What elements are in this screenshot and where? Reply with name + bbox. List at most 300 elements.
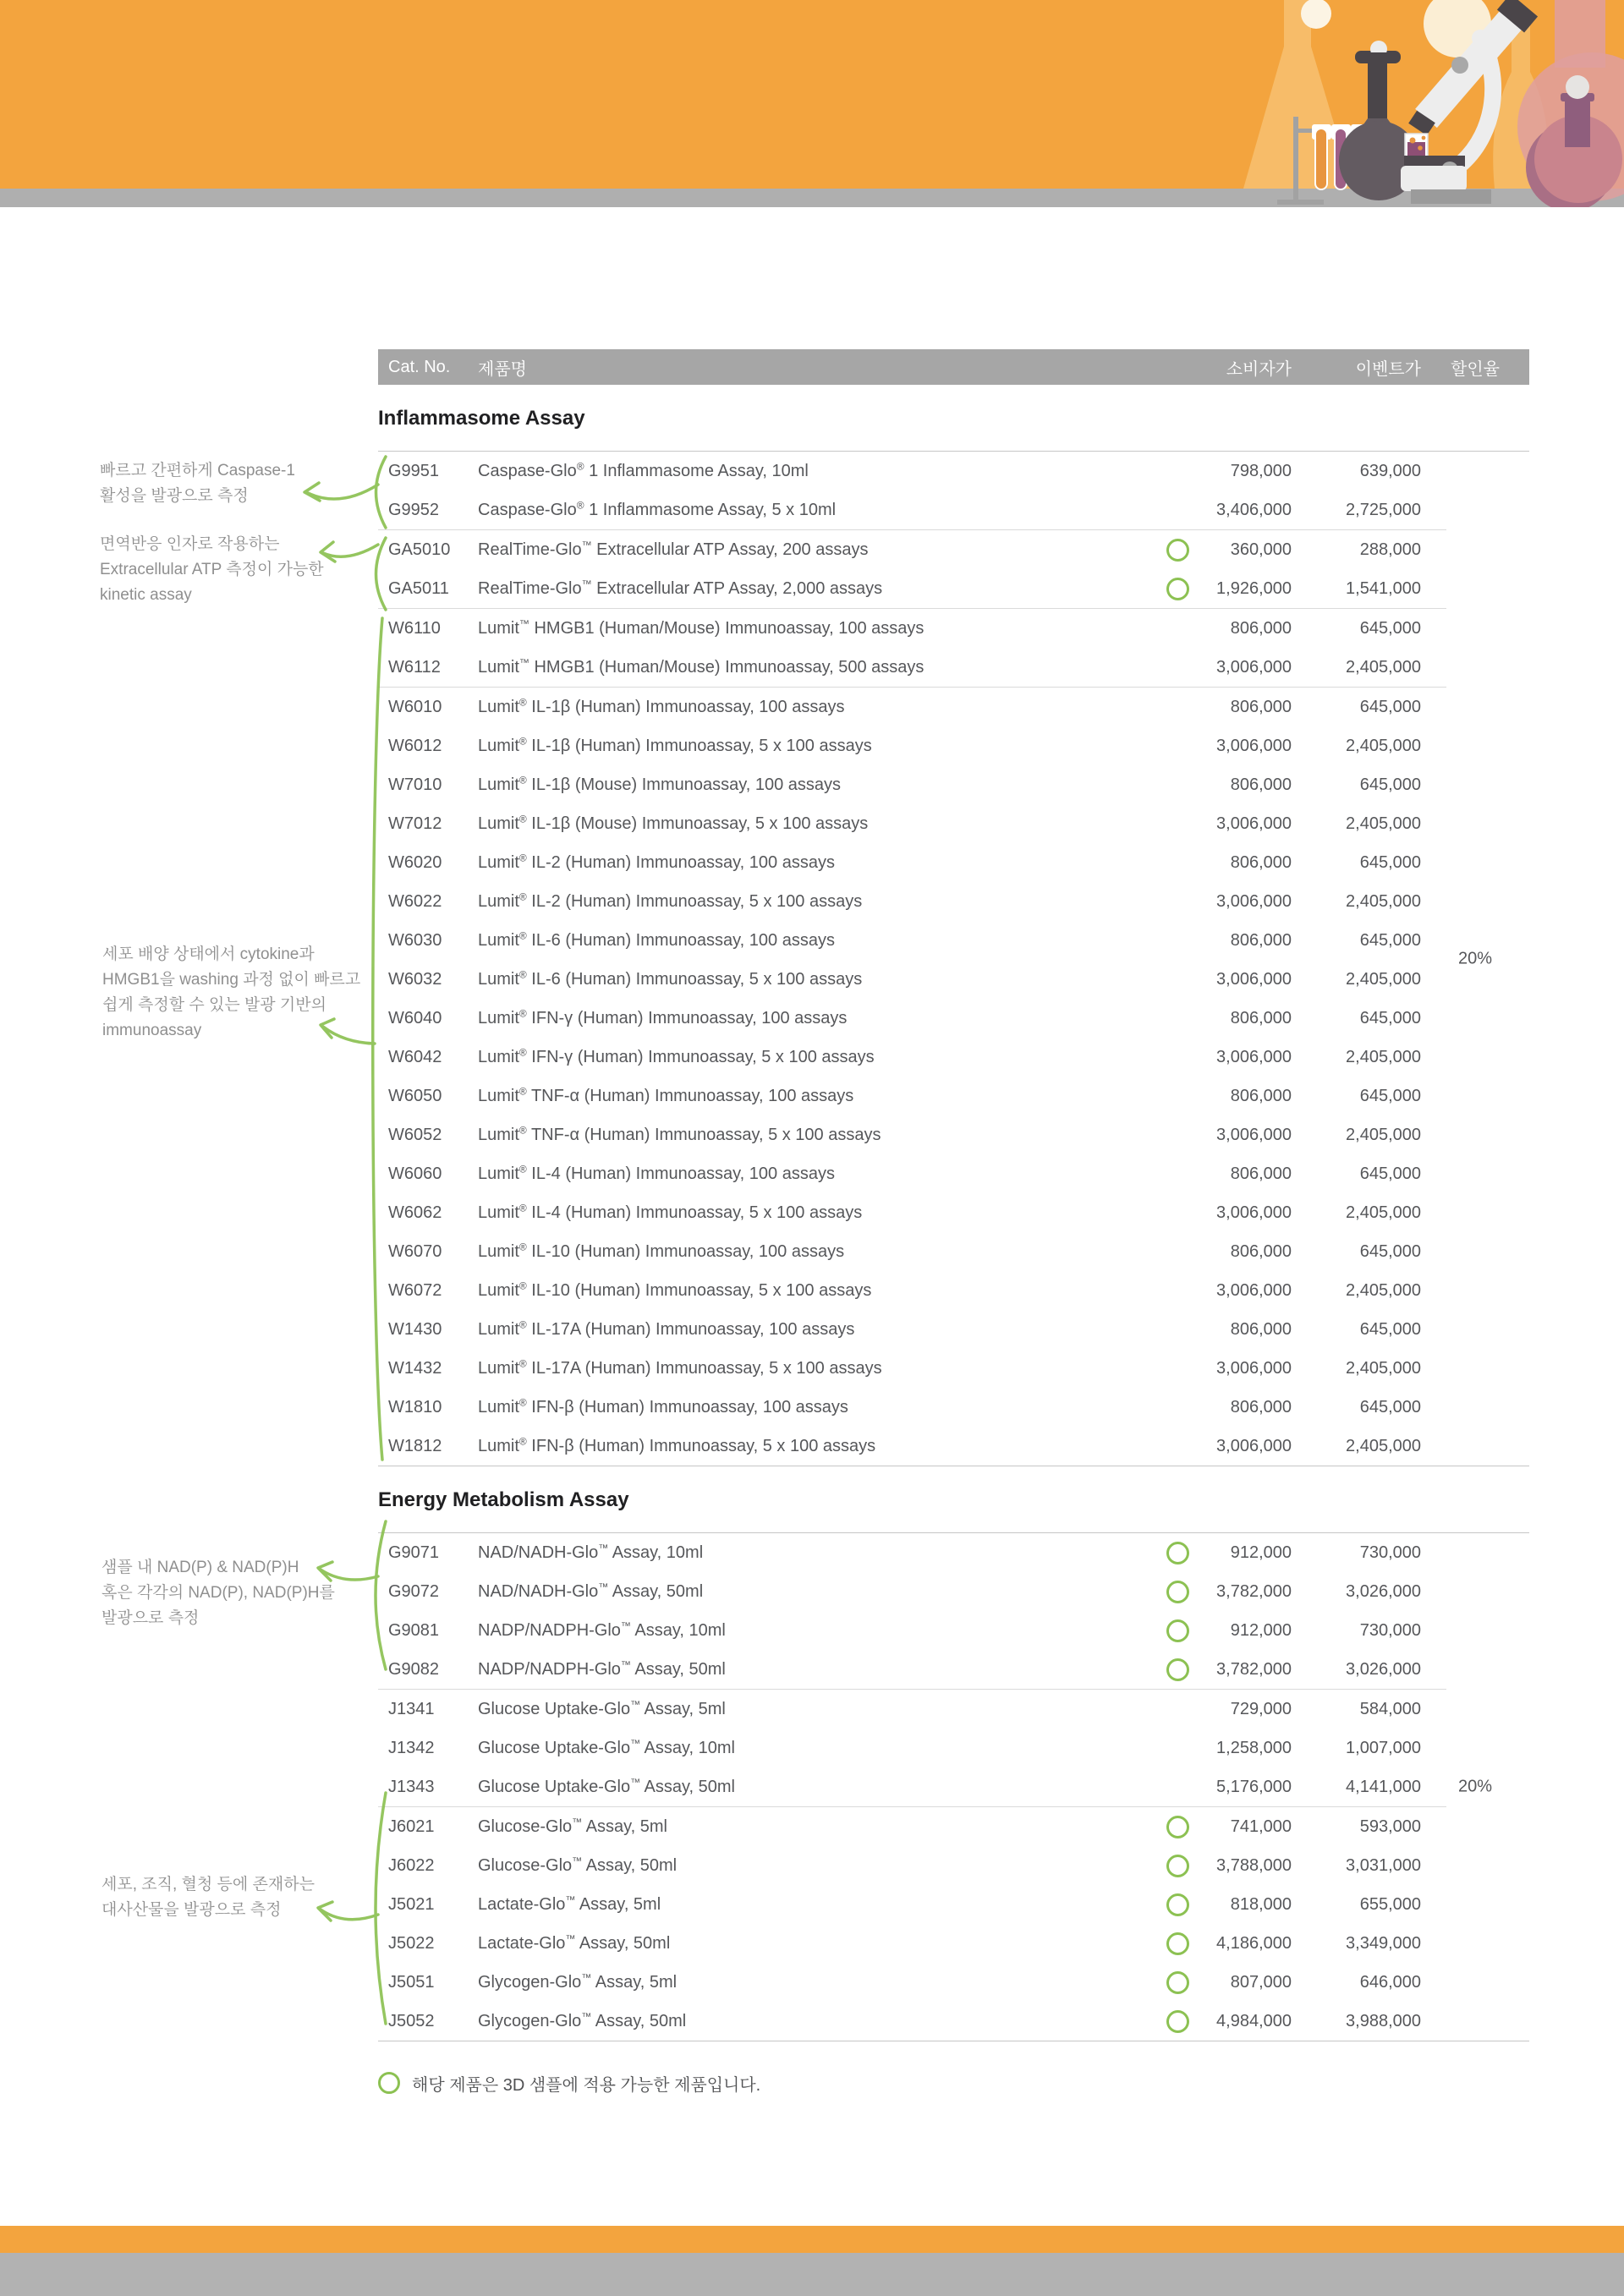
event-price: 645,000 bbox=[1359, 775, 1421, 794]
consumer-price: 1,258,000 bbox=[1216, 1738, 1292, 1757]
consumer-price-cell bbox=[1158, 1007, 1292, 1030]
product-cat-no: W1430 bbox=[388, 1319, 442, 1339]
product-cat-no: W7012 bbox=[388, 814, 442, 833]
consumer-price-cell bbox=[1158, 1932, 1292, 1955]
bottom-orange-bar bbox=[0, 2226, 1624, 2253]
product-cat-no: W6030 bbox=[388, 930, 442, 950]
consumer-price-cell bbox=[1158, 499, 1292, 522]
annotation-line: 발광으로 측정 bbox=[102, 1609, 200, 1627]
consumer-price-cell bbox=[1158, 1396, 1292, 1419]
annotation-line: 샘플 내 NAD(P) & NAD(P)H bbox=[102, 1559, 299, 1576]
consumer-price-cell bbox=[1158, 460, 1292, 483]
product-cat-no: J6021 bbox=[388, 1817, 435, 1836]
annotation-line: 활성을 발광으로 측정 bbox=[100, 487, 249, 505]
event-price: 593,000 bbox=[1359, 1817, 1421, 1836]
consumer-price-cell bbox=[1158, 1776, 1292, 1799]
consumer-price-cell bbox=[1158, 1737, 1292, 1760]
table-row bbox=[378, 1038, 1529, 1077]
product-name: Caspase-Glo® 1 Inflammasome Assay, 5 x 10ml bbox=[478, 498, 837, 519]
consumer-price: 818,000 bbox=[1230, 1894, 1292, 1914]
event-price: 645,000 bbox=[1359, 1164, 1421, 1183]
annotation-line: immunoassay bbox=[102, 1022, 202, 1039]
product-cat-no: W6070 bbox=[388, 1241, 442, 1261]
arrow-metabolite bbox=[321, 1910, 378, 1920]
product-cat-no: W1812 bbox=[388, 1436, 442, 1455]
table-row bbox=[378, 1154, 1529, 1193]
consumer-price: 729,000 bbox=[1230, 1699, 1292, 1718]
consumer-price: 806,000 bbox=[1230, 930, 1292, 950]
product-cat-no: W7010 bbox=[388, 775, 442, 794]
discount-badge: 20% bbox=[1457, 1777, 1493, 1796]
table-row bbox=[378, 1924, 1529, 1963]
3d-sample-circle-icon bbox=[1166, 1581, 1189, 1603]
arrowhead-metabolite bbox=[318, 1902, 332, 1921]
product-cat-no: W6062 bbox=[388, 1203, 442, 1222]
consumer-price: 3,006,000 bbox=[1216, 814, 1292, 833]
consumer-price-cell bbox=[1158, 1619, 1292, 1642]
footnote bbox=[378, 2063, 1529, 2102]
product-cat-no: J5022 bbox=[388, 1933, 435, 1953]
event-price: 3,349,000 bbox=[1346, 1933, 1421, 1953]
consumer-price: 798,000 bbox=[1230, 461, 1292, 480]
product-cat-no: W6112 bbox=[388, 657, 441, 677]
consumer-price: 3,006,000 bbox=[1216, 657, 1292, 677]
event-price: 2,405,000 bbox=[1346, 1436, 1421, 1455]
event-price: 645,000 bbox=[1359, 852, 1421, 872]
table-row bbox=[378, 569, 1529, 608]
consumer-price: 3,006,000 bbox=[1216, 1280, 1292, 1300]
product-name: Lumit® IL-1β (Human) Immunoassay, 5 x 100 assays bbox=[478, 734, 872, 755]
annotation-line: 쉽게 측정할 수 있는 발광 기반의 bbox=[102, 996, 326, 1014]
product-cat-no: W1810 bbox=[388, 1397, 442, 1417]
table-row bbox=[378, 1349, 1529, 1388]
product-cat-no: W6072 bbox=[388, 1280, 442, 1300]
product-name: RealTime-Glo™ Extracellular ATP Assay, 200 assays bbox=[478, 538, 869, 559]
table-header bbox=[378, 349, 1529, 385]
consumer-price: 3,006,000 bbox=[1216, 1203, 1292, 1222]
consumer-price: 3,006,000 bbox=[1216, 891, 1292, 911]
consumer-price: 4,186,000 bbox=[1216, 1933, 1292, 1953]
table-row bbox=[378, 609, 1529, 648]
product-name: Lumit® TNF-α (Human) Immunoassay, 5 x 100 assays bbox=[478, 1123, 881, 1144]
consumer-price-cell bbox=[1158, 1816, 1292, 1838]
annotation-line: 면역반응 인자로 작용하는 bbox=[100, 535, 280, 553]
discount-badge: 20% bbox=[1457, 949, 1493, 967]
table-row bbox=[378, 1427, 1529, 1466]
annotation-extracellular-atp bbox=[100, 532, 324, 608]
event-price: 584,000 bbox=[1359, 1699, 1421, 1718]
header-event-price: 이벤트가 bbox=[1355, 359, 1421, 379]
product-cat-no: J6022 bbox=[388, 1855, 435, 1875]
annotation-lumit-immunoassay bbox=[102, 942, 360, 1044]
3d-sample-circle-icon bbox=[1166, 1816, 1189, 1838]
consumer-price-cell bbox=[1158, 1893, 1292, 1916]
event-price: 645,000 bbox=[1359, 1241, 1421, 1261]
annotation-line: 세포 배양 상태에서 cytokine과 bbox=[102, 945, 315, 963]
consumer-price-cell bbox=[1158, 1542, 1292, 1564]
header-discount: 할인율 bbox=[1451, 359, 1500, 379]
consumer-price-cell bbox=[1158, 1163, 1292, 1186]
product-name: Glucose Uptake-Glo™ Assay, 5ml bbox=[478, 1697, 726, 1718]
product-cat-no: J1343 bbox=[388, 1777, 435, 1796]
consumer-price: 4,984,000 bbox=[1216, 2011, 1292, 2030]
event-price: 645,000 bbox=[1359, 1008, 1421, 1027]
product-name: NAD/NADH-Glo™ Assay, 10ml bbox=[478, 1541, 704, 1562]
table-row bbox=[378, 1767, 1529, 1806]
price-table bbox=[378, 349, 1529, 2102]
consumer-price-cell bbox=[1158, 617, 1292, 640]
table-row bbox=[378, 1963, 1529, 2002]
product-cat-no: W6042 bbox=[388, 1047, 442, 1066]
consumer-price: 1,926,000 bbox=[1216, 578, 1292, 598]
product-name: Lumit® IFN-β (Human) Immunoassay, 5 x 100 assays bbox=[478, 1434, 876, 1455]
event-price: 2,405,000 bbox=[1346, 814, 1421, 833]
product-cat-no: G9952 bbox=[388, 500, 440, 519]
section-rows bbox=[378, 1532, 1529, 2041]
3d-sample-circle-icon bbox=[1166, 1855, 1189, 1877]
bottom-gray-bar bbox=[0, 2253, 1624, 2296]
product-cat-no: GA5010 bbox=[388, 540, 451, 559]
table-row bbox=[378, 1310, 1529, 1349]
event-price: 2,405,000 bbox=[1346, 1358, 1421, 1378]
header-product-name: 제품명 bbox=[478, 359, 527, 379]
annotation-line: 대사산물을 발광으로 측정 bbox=[102, 1901, 282, 1919]
event-price: 2,405,000 bbox=[1346, 1125, 1421, 1144]
product-name: Glucose-Glo™ Assay, 5ml bbox=[478, 1815, 667, 1836]
product-name: Lumit® IL-6 (Human) Immunoassay, 100 assays bbox=[478, 929, 835, 950]
table-row bbox=[378, 1115, 1529, 1154]
consumer-price: 912,000 bbox=[1230, 1543, 1292, 1562]
table-row bbox=[378, 882, 1529, 921]
section-rows bbox=[378, 451, 1529, 1466]
product-name: Lumit™ HMGB1 (Human/Mouse) Immunoassay, 500 assays bbox=[478, 655, 924, 677]
consumer-price-cell bbox=[1158, 1085, 1292, 1108]
table-row bbox=[378, 765, 1529, 804]
consumer-price: 3,006,000 bbox=[1216, 969, 1292, 989]
3d-sample-circle-icon bbox=[1166, 1893, 1189, 1916]
microscope-joint-icon bbox=[1451, 57, 1468, 74]
event-price: 3,026,000 bbox=[1346, 1659, 1421, 1679]
table-row bbox=[378, 1729, 1529, 1767]
annotation-line: 혹은 각각의 NAD(P), NAD(P)H를 bbox=[102, 1584, 335, 1602]
event-price: 4,141,000 bbox=[1346, 1777, 1421, 1796]
table-row bbox=[378, 1650, 1529, 1689]
table-row bbox=[378, 843, 1529, 882]
test-tube-orange-icon bbox=[1315, 129, 1327, 189]
product-name: Glucose Uptake-Glo™ Assay, 10ml bbox=[478, 1736, 735, 1757]
arrowhead-caspase bbox=[304, 483, 320, 501]
consumer-price: 3,006,000 bbox=[1216, 1358, 1292, 1378]
product-cat-no: G9072 bbox=[388, 1581, 440, 1601]
section-title: Inflammasome Assay bbox=[378, 407, 585, 430]
product-cat-no: W6060 bbox=[388, 1164, 442, 1183]
product-name: Lumit® IL-17A (Human) Immunoassay, 5 x 100 assays bbox=[478, 1356, 882, 1378]
3d-sample-circle-icon bbox=[1166, 578, 1189, 600]
product-cat-no: W6040 bbox=[388, 1008, 442, 1027]
consumer-price-cell bbox=[1158, 929, 1292, 952]
consumer-price-cell bbox=[1158, 1581, 1292, 1603]
3d-sample-circle-icon bbox=[1166, 1971, 1189, 1994]
annotation-line: kinetic assay bbox=[100, 586, 192, 604]
product-cat-no: G9082 bbox=[388, 1659, 440, 1679]
product-name: Lumit® IL-2 (Human) Immunoassay, 5 x 100 assays bbox=[478, 890, 863, 911]
table-row bbox=[378, 1611, 1529, 1650]
product-group bbox=[378, 529, 1529, 608]
consumer-price: 806,000 bbox=[1230, 1397, 1292, 1417]
annotation-line: 세포, 조직, 혈청 등에 존재하는 bbox=[102, 1876, 315, 1893]
lab-illustration bbox=[1142, 0, 1624, 207]
consumer-price-cell bbox=[1158, 1318, 1292, 1341]
product-cat-no: J1342 bbox=[388, 1738, 435, 1757]
annotation-nad-nadh bbox=[102, 1555, 335, 1631]
product-name: Lumit® IL-1β (Mouse) Immunoassay, 5 x 100 assays bbox=[478, 812, 869, 833]
3d-sample-circle-icon bbox=[378, 2072, 400, 2094]
arrow-atp bbox=[323, 545, 378, 556]
product-name: Lactate-Glo™ Assay, 50ml bbox=[478, 1932, 671, 1953]
table-section bbox=[378, 1488, 1529, 2041]
consumer-price: 806,000 bbox=[1230, 852, 1292, 872]
consumer-price-cell bbox=[1158, 735, 1292, 758]
consumer-price: 806,000 bbox=[1230, 1319, 1292, 1339]
product-group bbox=[378, 1806, 1529, 2041]
consumer-price-cell bbox=[1158, 696, 1292, 719]
product-cat-no: W6052 bbox=[388, 1125, 442, 1144]
event-price: 3,988,000 bbox=[1346, 2011, 1421, 2030]
consumer-price: 806,000 bbox=[1230, 1241, 1292, 1261]
product-cat-no: W6032 bbox=[388, 969, 442, 989]
consumer-price-cell bbox=[1158, 1046, 1292, 1069]
consumer-price-cell bbox=[1158, 2010, 1292, 2033]
consumer-price: 3,782,000 bbox=[1216, 1581, 1292, 1601]
table-row bbox=[378, 1885, 1529, 1924]
consumer-price: 3,782,000 bbox=[1216, 1659, 1292, 1679]
event-price: 3,031,000 bbox=[1346, 1855, 1421, 1875]
consumer-price: 3,006,000 bbox=[1216, 1047, 1292, 1066]
table-row bbox=[378, 1533, 1529, 1572]
consumer-price-cell bbox=[1158, 813, 1292, 836]
product-name: Lumit® IFN-γ (Human) Immunoassay, 5 x 100 assays bbox=[478, 1045, 875, 1066]
event-price: 2,725,000 bbox=[1346, 500, 1421, 519]
product-name: Glycogen-Glo™ Assay, 50ml bbox=[478, 2009, 687, 2030]
table-row bbox=[378, 2002, 1529, 2041]
annotation-line: HMGB1을 washing 과정 없이 빠르고 bbox=[102, 971, 361, 989]
table-row bbox=[378, 999, 1529, 1038]
arrow-caspase bbox=[308, 485, 378, 499]
event-price: 645,000 bbox=[1359, 1086, 1421, 1105]
event-price: 2,405,000 bbox=[1346, 969, 1421, 989]
table-row bbox=[378, 490, 1529, 529]
consumer-price: 3,788,000 bbox=[1216, 1855, 1292, 1875]
3d-sample-circle-icon bbox=[1166, 1932, 1189, 1955]
3d-sample-circle-icon bbox=[1166, 2010, 1189, 2033]
consumer-price: 806,000 bbox=[1230, 1164, 1292, 1183]
product-name: Glycogen-Glo™ Assay, 5ml bbox=[478, 1970, 678, 1992]
annotation-line: Extracellular ATP 측정이 가능한 bbox=[100, 561, 324, 578]
product-cat-no: W1432 bbox=[388, 1358, 442, 1378]
product-name: Lumit® IL-4 (Human) Immunoassay, 100 assays bbox=[478, 1162, 835, 1183]
product-cat-no: G9071 bbox=[388, 1543, 440, 1562]
consumer-price-cell bbox=[1158, 1241, 1292, 1263]
table-row bbox=[378, 648, 1529, 687]
3d-sample-circle-icon bbox=[1166, 1619, 1189, 1642]
product-cat-no: G9081 bbox=[388, 1620, 440, 1640]
annotation-caspase bbox=[100, 458, 295, 509]
consumer-price: 3,406,000 bbox=[1216, 500, 1292, 519]
consumer-price-cell bbox=[1158, 539, 1292, 562]
3d-sample-circle-icon bbox=[1166, 539, 1189, 562]
event-price: 2,405,000 bbox=[1346, 1203, 1421, 1222]
table-row bbox=[378, 804, 1529, 843]
event-price: 645,000 bbox=[1359, 1319, 1421, 1339]
table-row bbox=[378, 1846, 1529, 1885]
event-price: 1,007,000 bbox=[1346, 1738, 1421, 1757]
table-row bbox=[378, 688, 1529, 726]
table-row bbox=[378, 1572, 1529, 1611]
product-cat-no: W6012 bbox=[388, 736, 442, 755]
table-row bbox=[378, 960, 1529, 999]
product-name: Lumit® IL-17A (Human) Immunoassay, 100 assays bbox=[478, 1318, 855, 1339]
consumer-price-cell bbox=[1158, 1124, 1292, 1147]
product-name: Lumit® IL-10 (Human) Immunoassay, 100 assays bbox=[478, 1240, 845, 1261]
header-consumer-price: 소비자가 bbox=[1226, 359, 1292, 379]
consumer-price-cell bbox=[1158, 1357, 1292, 1380]
consumer-price-cell bbox=[1158, 1202, 1292, 1225]
consumer-price-cell bbox=[1158, 578, 1292, 600]
product-name: Lumit® IL-2 (Human) Immunoassay, 100 assays bbox=[478, 851, 835, 872]
consumer-price: 360,000 bbox=[1230, 540, 1292, 559]
3d-sample-circle-icon bbox=[1166, 1658, 1189, 1681]
annotation-metabolites bbox=[102, 1872, 315, 1923]
consumer-price-cell bbox=[1158, 968, 1292, 991]
product-group bbox=[378, 608, 1529, 687]
product-group bbox=[378, 1689, 1529, 1806]
table-row bbox=[378, 1271, 1529, 1310]
product-cat-no: J5021 bbox=[388, 1894, 435, 1914]
consumer-price-cell bbox=[1158, 890, 1292, 913]
event-price: 3,026,000 bbox=[1346, 1581, 1421, 1601]
table-row bbox=[378, 1193, 1529, 1232]
product-cat-no: J5051 bbox=[388, 1972, 435, 1992]
product-name: Lactate-Glo™ Assay, 5ml bbox=[478, 1893, 661, 1914]
consumer-price-cell bbox=[1158, 1971, 1292, 1994]
product-name: NADP/NADPH-Glo™ Assay, 10ml bbox=[478, 1619, 726, 1640]
product-cat-no: W6020 bbox=[388, 852, 442, 872]
consumer-price: 3,006,000 bbox=[1216, 1436, 1292, 1455]
table-row bbox=[378, 1232, 1529, 1271]
consumer-price: 806,000 bbox=[1230, 697, 1292, 716]
product-name: Lumit® IL-1β (Mouse) Immunoassay, 100 assays bbox=[478, 773, 842, 794]
product-name: Lumit® IL-4 (Human) Immunoassay, 5 x 100 assays bbox=[478, 1201, 863, 1222]
product-name: Lumit® IL-1β (Human) Immunoassay, 100 assays bbox=[478, 695, 845, 716]
table-row bbox=[378, 1388, 1529, 1427]
event-price: 2,405,000 bbox=[1346, 1047, 1421, 1066]
table-row bbox=[378, 921, 1529, 960]
product-cat-no: J1341 bbox=[388, 1699, 435, 1718]
header-cat-no: Cat. No. bbox=[388, 357, 451, 376]
consumer-price-cell bbox=[1158, 1280, 1292, 1302]
table-row bbox=[378, 1077, 1529, 1115]
product-cat-no: W6050 bbox=[388, 1086, 442, 1105]
product-cat-no: W6022 bbox=[388, 891, 442, 911]
pink-flask-neck-silhouette bbox=[1555, 0, 1605, 68]
event-price: 2,405,000 bbox=[1346, 1280, 1421, 1300]
table-row bbox=[378, 452, 1529, 490]
product-cat-no: G9951 bbox=[388, 461, 440, 480]
product-name: Lumit™ HMGB1 (Human/Mouse) Immunoassay, 100 assays bbox=[478, 616, 924, 638]
consumer-price: 912,000 bbox=[1230, 1620, 1292, 1640]
table-row bbox=[378, 530, 1529, 569]
event-price: 655,000 bbox=[1359, 1894, 1421, 1914]
consumer-price: 5,176,000 bbox=[1216, 1777, 1292, 1796]
event-price: 646,000 bbox=[1359, 1972, 1421, 1992]
event-price: 2,405,000 bbox=[1346, 657, 1421, 677]
product-name: NADP/NADPH-Glo™ Assay, 50ml bbox=[478, 1658, 726, 1679]
product-name: NAD/NADH-Glo™ Assay, 50ml bbox=[478, 1580, 704, 1601]
consumer-price-cell bbox=[1158, 1855, 1292, 1877]
consumer-price: 806,000 bbox=[1230, 1008, 1292, 1027]
footnote-text: 해당 제품은 3D 샘플에 적용 가능한 제품입니다. bbox=[412, 2075, 761, 2095]
annotation-line: 빠르고 간편하게 Caspase-1 bbox=[100, 462, 295, 479]
product-group bbox=[378, 452, 1529, 529]
consumer-price: 3,006,000 bbox=[1216, 1125, 1292, 1144]
section-title: Energy Metabolism Assay bbox=[378, 1488, 629, 1511]
event-price: 2,405,000 bbox=[1346, 891, 1421, 911]
consumer-price: 3,006,000 bbox=[1216, 736, 1292, 755]
product-cat-no: W6110 bbox=[388, 618, 441, 638]
table-row bbox=[378, 1690, 1529, 1729]
consumer-price-cell bbox=[1158, 1658, 1292, 1681]
product-cat-no: W6010 bbox=[388, 697, 442, 716]
consumer-price-cell bbox=[1158, 1698, 1292, 1721]
consumer-price-cell bbox=[1158, 774, 1292, 797]
table-row bbox=[378, 726, 1529, 765]
event-price: 288,000 bbox=[1359, 540, 1421, 559]
product-cat-no: GA5011 bbox=[388, 578, 449, 598]
table-section bbox=[378, 407, 1529, 1466]
event-price: 639,000 bbox=[1359, 461, 1421, 480]
product-name: Lumit® TNF-α (Human) Immunoassay, 100 assays bbox=[478, 1084, 854, 1105]
consumer-price-cell bbox=[1158, 1435, 1292, 1458]
event-price: 645,000 bbox=[1359, 930, 1421, 950]
consumer-price-cell bbox=[1158, 852, 1292, 874]
event-price: 645,000 bbox=[1359, 1397, 1421, 1417]
consumer-price: 741,000 bbox=[1230, 1817, 1292, 1836]
product-cat-no: J5052 bbox=[388, 2011, 435, 2030]
event-price: 645,000 bbox=[1359, 618, 1421, 638]
product-name: Lumit® IFN-γ (Human) Immunoassay, 100 assays bbox=[478, 1006, 848, 1027]
consumer-price: 807,000 bbox=[1230, 1972, 1292, 1992]
3d-sample-circle-icon bbox=[1166, 1542, 1189, 1564]
event-price: 730,000 bbox=[1359, 1543, 1421, 1562]
product-group bbox=[378, 1533, 1529, 1689]
event-price: 2,405,000 bbox=[1346, 736, 1421, 755]
product-group bbox=[378, 687, 1529, 1466]
product-name: Glucose-Glo™ Assay, 50ml bbox=[478, 1854, 678, 1875]
product-name: RealTime-Glo™ Extracellular ATP Assay, 2,000 assays bbox=[478, 577, 883, 598]
product-name: Lumit® IL-10 (Human) Immunoassay, 5 x 100 assays bbox=[478, 1279, 872, 1300]
product-name: Glucose Uptake-Glo™ Assay, 50ml bbox=[478, 1775, 735, 1796]
table-row bbox=[378, 1807, 1529, 1846]
product-name: Lumit® IFN-β (Human) Immunoassay, 100 assays bbox=[478, 1395, 848, 1417]
event-price: 645,000 bbox=[1359, 697, 1421, 716]
event-price: 730,000 bbox=[1359, 1620, 1421, 1640]
consumer-price: 806,000 bbox=[1230, 1086, 1292, 1105]
consumer-price: 806,000 bbox=[1230, 618, 1292, 638]
consumer-price-cell bbox=[1158, 656, 1292, 679]
consumer-price: 806,000 bbox=[1230, 775, 1292, 794]
product-name: Lumit® IL-6 (Human) Immunoassay, 5 x 100 assays bbox=[478, 967, 863, 989]
event-price: 1,541,000 bbox=[1346, 578, 1421, 598]
